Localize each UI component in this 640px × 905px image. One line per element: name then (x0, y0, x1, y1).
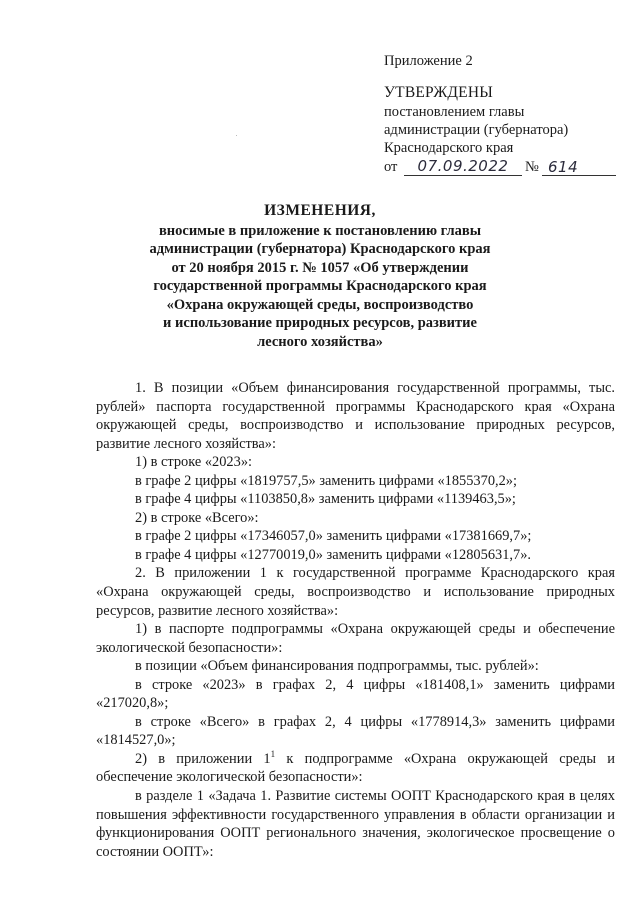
paragraph-2-item-1a: в позиции «Объем финансирования подпрограммы, тыс. рублей»: (135, 658, 539, 675)
handwritten-date: 07.09.2022 (404, 158, 522, 176)
title-line-4: государственной программы Краснодарского края (153, 278, 487, 294)
approval-line-2: администрации (губернатора) (384, 122, 569, 138)
paragraph-2-item-2a: в разделе 1 «Задача 1. Развитие системы ООПТ Краснодарского края в целях повышения эффективности государственного управления в области организации и функционирования ООПТ регионального значения, экологическое просвещение о состоянии ООПТ»: (96, 788, 615, 860)
number-label: № (525, 159, 539, 175)
superscript-index: 1 (270, 748, 276, 759)
scan-speck (236, 135, 237, 136)
approved-heading: УТВЕРЖДЕНЫ (384, 84, 493, 101)
paragraph-2-item-2 (96, 750, 615, 787)
title-line-3: от 20 ноября 2015 г. № 1057 «Об утверждении (171, 259, 469, 276)
title-line-7: лесного хозяйства» (257, 333, 383, 350)
item-2-text-start: 2) в приложении 1 (135, 750, 271, 767)
approval-line-3: Краснодарского края (384, 140, 514, 156)
approval-line-1: постановлением главы (384, 104, 525, 120)
paragraph-1-item-2: 2) в строке «Всего»: (135, 509, 259, 526)
date-number-line (384, 158, 624, 178)
handwritten-number: 614 (542, 159, 616, 176)
title-heading: ИЗМЕНЕНИЯ, (264, 202, 376, 219)
title-line-6: и использование природных ресурсов, развитие (163, 315, 477, 331)
annex-label: Приложение 2 (384, 53, 473, 69)
title-line-5: «Охрана окружающей среды, воспроизводство (166, 296, 474, 313)
paragraph-1-item-1: 1) в строке «2023»: (135, 454, 253, 471)
paragraph-1-item-1a: в графе 2 цифры «1819757,5» заменить цифрами «1855370,2»; (135, 472, 517, 489)
paragraph-1-item-2a: в графе 2 цифры «17346057,0» заменить цифрами «17381669,7»; (135, 528, 532, 545)
paragraph-2-item-1c: в строке «Всего» в графах 2, 4 цифры «1778914,3» заменить цифрами «1814527,0»; (96, 713, 615, 749)
item-2-text-end: к подпрограмме «Охрана окружающей среды и обеспечение экологической безопасности»: (96, 750, 615, 786)
paragraph-2-item-1: 1) в паспорте подпрограммы «Охрана окружающей среды и обеспечение экологической безопасности»: (96, 621, 615, 656)
paragraph-1: 1. В позиции «Объем финансирования государственной программы, тыс. рублей» паспорта государственной программы Краснодарского края «Охрана окружающей среды, воспроизводство и использование природных ресурсов, развитие лесного хозяйства»: (96, 380, 615, 452)
from-label: от (384, 159, 398, 175)
paragraph-1-item-1b: в графе 4 цифры «1103850,8» заменить цифрами «1139463,5»; (135, 491, 516, 508)
document-title (130, 202, 510, 351)
paragraph-2-item-1b: в строке «2023» в графах 2, 4 цифры «181408,1» заменить цифрами «217020,8»; (96, 676, 615, 712)
title-line-2: администрации (губернатора) Краснодарского края (149, 241, 491, 257)
approval-block (384, 52, 624, 178)
paragraph-2: 2. В приложении 1 к государственной программе Краснодарского края «Охрана окружающей среды, воспроизводство и использование природных ресурсов, развитие лесного хозяйства»: (96, 565, 615, 619)
title-line-1: вносимые в приложение к постановлению главы (158, 222, 482, 239)
paragraph-1-item-2b: в графе 4 цифры «12770019,0» заменить цифрами «12805631,7». (135, 546, 531, 563)
document-body (96, 379, 615, 861)
